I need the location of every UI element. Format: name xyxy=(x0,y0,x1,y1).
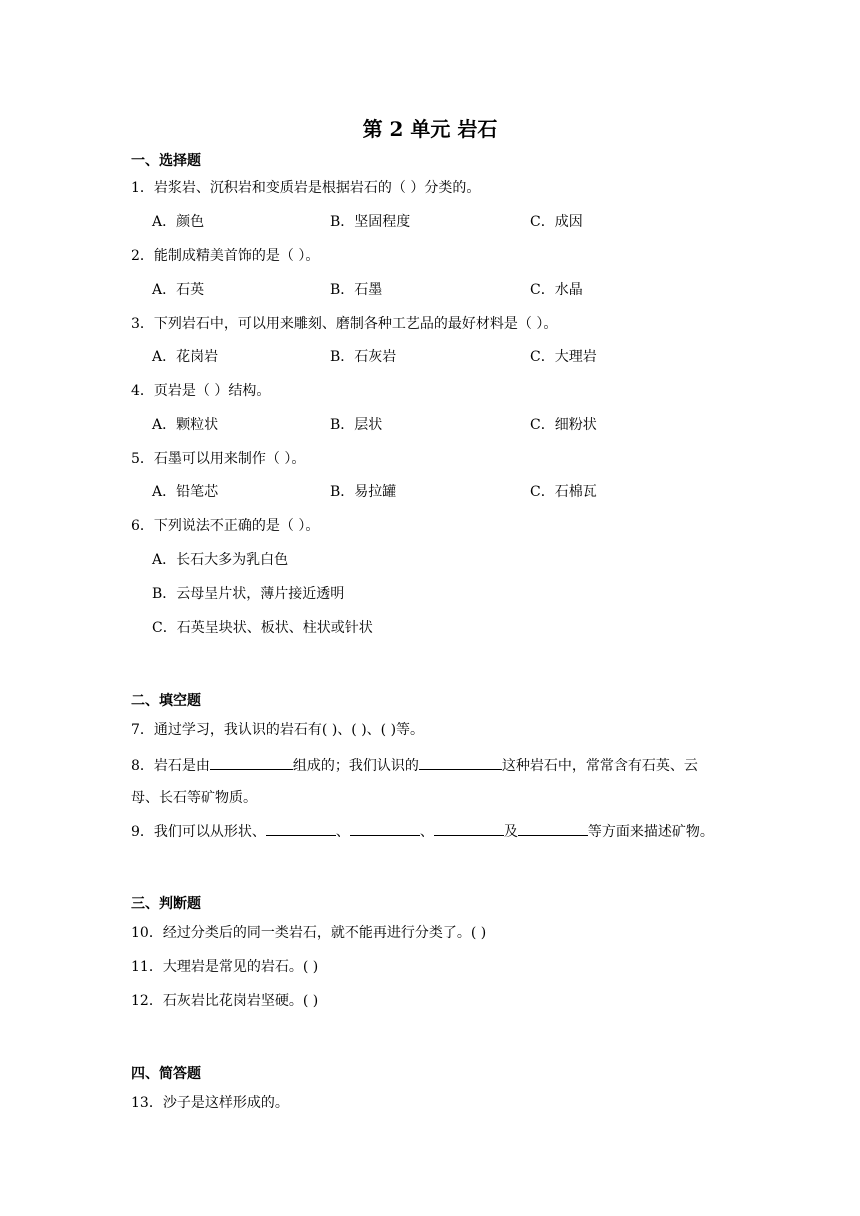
q8-blank-1[interactable] xyxy=(210,754,293,770)
question-12: 12．石灰岩比花岗岩坚硬。( ) xyxy=(131,993,319,1009)
question-7: 7．通过学习，我认识的岩石有( )、( )、( )等。 xyxy=(131,722,425,738)
q8-text-3: 这种岩石中，常常含有石英、云 xyxy=(501,758,698,774)
q6-option-a: A．长石大多为乳白色 xyxy=(152,552,289,568)
question-3: 3．下列岩石中，可以用来雕刻、磨制各种工艺品的最好材料是（ ）。 xyxy=(131,316,558,332)
question-10: 10．经过分类后的同一类岩石，就不能再进行分类了。( ) xyxy=(131,925,487,941)
question-8 xyxy=(131,754,698,776)
question-13: 13．沙子是这样形成的。 xyxy=(131,1095,289,1111)
q4-option-c: C．细粉状 xyxy=(530,417,597,433)
section-heading-short: 四、简答题 xyxy=(131,1066,201,1082)
q4-option-a: A．颗粒状 xyxy=(152,417,219,433)
q3-option-a: A．花岗岩 xyxy=(152,349,219,365)
q5-option-c: C．石棉瓦 xyxy=(530,484,597,500)
q3-option-c: C．大理岩 xyxy=(530,349,597,365)
question-4: 4．页岩是（ ）结构。 xyxy=(131,383,271,399)
question-5: 5．石墨可以用来制作（ ）。 xyxy=(131,451,306,467)
q2-option-c: C．水晶 xyxy=(530,282,583,298)
q6-option-b: B．云母呈片状，薄片接近透明 xyxy=(152,586,345,602)
section-heading-judge: 三、判断题 xyxy=(131,896,201,912)
q9-sep-1: 、 xyxy=(335,824,350,840)
q2-option-b: B．石墨 xyxy=(330,282,383,298)
question-2: 2．能制成精美首饰的是（ ）。 xyxy=(131,248,320,264)
question-9 xyxy=(131,820,714,842)
question-1: 1．岩浆岩、沉积岩和变质岩是根据岩石的（ ）分类的。 xyxy=(131,180,481,196)
q6-option-c: C．石英呈块状、板状、柱状或针状 xyxy=(152,620,373,636)
q4-option-b: B．层状 xyxy=(330,417,383,433)
question-11: 11．大理岩是常见的岩石。( ) xyxy=(131,959,319,975)
q2-option-a: A．石英 xyxy=(152,282,205,298)
section-heading-choice: 一、选择题 xyxy=(131,153,201,169)
q1-option-b: B．坚固程度 xyxy=(330,214,411,230)
q9-text-1: 9．我们可以从形状、 xyxy=(131,824,266,840)
section-heading-fill: 二、填空题 xyxy=(131,693,201,709)
q5-option-b: B．易拉罐 xyxy=(330,484,397,500)
q3-option-b: B．石灰岩 xyxy=(330,349,397,365)
question-6: 6．下列说法不正确的是（ ）。 xyxy=(131,518,320,534)
q9-and: 及 xyxy=(503,824,518,840)
q5-option-a: A．铅笔芯 xyxy=(152,484,219,500)
q9-blank-3[interactable] xyxy=(434,820,504,836)
page-title: 第 2 单元 岩石 xyxy=(362,117,498,141)
q8-blank-2[interactable] xyxy=(419,754,502,770)
q8-text-1: 8．岩石是由 xyxy=(131,758,210,774)
q9-sep-2: 、 xyxy=(419,824,434,840)
q9-blank-2[interactable] xyxy=(350,820,420,836)
q9-blank-4[interactable] xyxy=(518,820,588,836)
q9-blank-1[interactable] xyxy=(266,820,336,836)
q1-option-a: A．颜色 xyxy=(152,214,205,230)
question-8-cont: 母、长石等矿物质。 xyxy=(131,790,257,806)
q9-text-end: 等方面来描述矿物。 xyxy=(587,824,714,840)
q8-text-2: 组成的；我们认识的 xyxy=(292,758,419,774)
q1-option-c: C．成因 xyxy=(530,214,583,230)
